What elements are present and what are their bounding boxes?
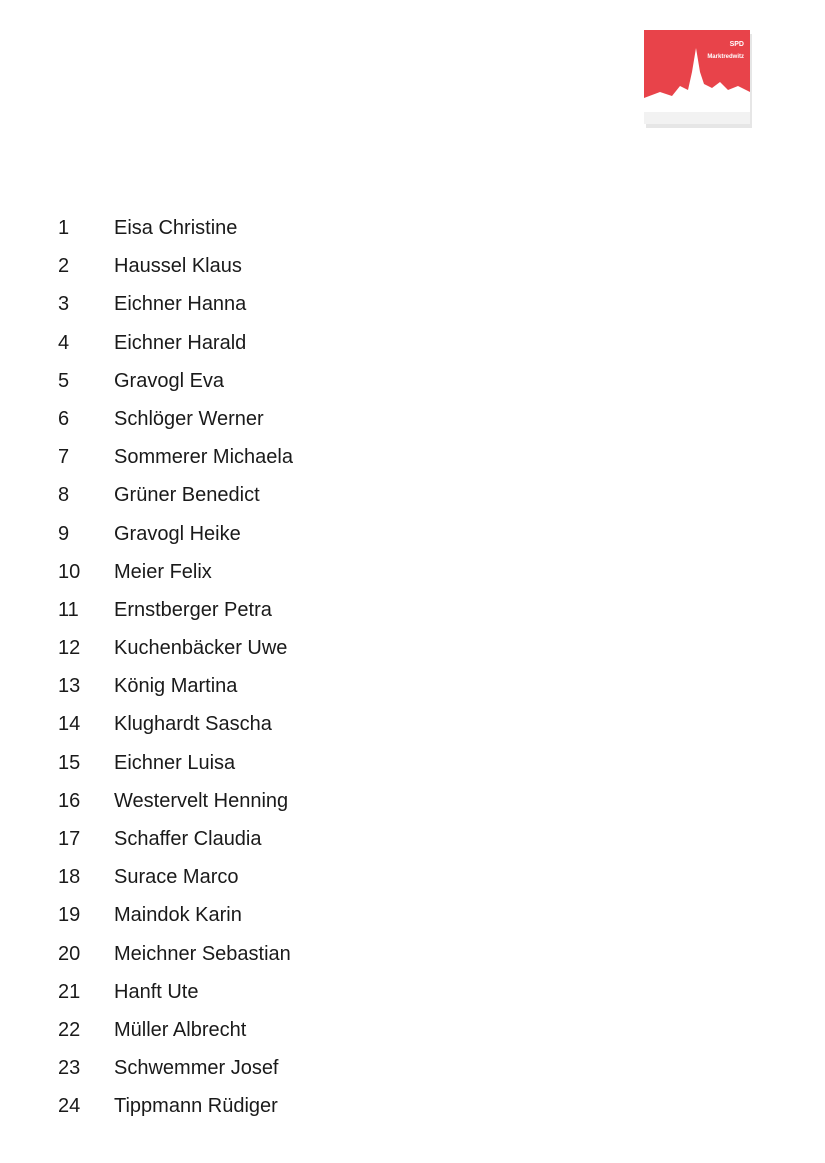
candidate-row bbox=[0, 1087, 825, 1125]
candidate-name: Meichner Sebastian bbox=[114, 942, 291, 965]
candidate-name: Tippmann Rüdiger bbox=[114, 1095, 278, 1118]
candidate-number: 24 bbox=[58, 1095, 81, 1118]
candidate-number: 7 bbox=[58, 446, 70, 469]
candidate-number: 14 bbox=[58, 713, 81, 736]
candidate-name: Gravogl Heike bbox=[114, 522, 241, 545]
candidate-name: Haussel Klaus bbox=[114, 255, 242, 278]
candidate-row bbox=[0, 438, 825, 476]
candidate-row bbox=[0, 1011, 825, 1049]
candidate-row bbox=[0, 553, 825, 591]
candidate-row bbox=[0, 935, 825, 973]
candidate-row bbox=[0, 820, 825, 858]
candidate-number: 18 bbox=[58, 866, 81, 889]
svg-text:SPD: SPD bbox=[729, 41, 744, 48]
candidate-row bbox=[0, 705, 825, 743]
candidate-name: Gravogl Eva bbox=[114, 369, 225, 392]
candidate-name: Schwemmer Josef bbox=[114, 1057, 279, 1080]
candidate-row bbox=[0, 209, 825, 247]
candidate-number: 19 bbox=[58, 904, 81, 927]
candidate-number: 8 bbox=[58, 484, 70, 507]
candidate-row bbox=[0, 285, 825, 323]
candidate-row bbox=[0, 247, 825, 285]
candidate-name: Sommerer Michaela bbox=[114, 446, 293, 469]
candidate-row bbox=[0, 896, 825, 934]
candidate-name: Ernstberger Petra bbox=[114, 598, 272, 621]
candidate-name: Hanft Ute bbox=[114, 980, 199, 1003]
candidate-number: 17 bbox=[58, 828, 81, 850]
candidate-row bbox=[0, 667, 825, 705]
candidate-name: Meier Felix bbox=[114, 560, 212, 583]
candidate-name: Klughardt Sascha bbox=[114, 713, 272, 736]
candidate-name: Maindok Karin bbox=[114, 904, 242, 927]
candidate-name: Kuchenbäcker Uwe bbox=[114, 637, 288, 660]
candidate-name: Eichner Luisa bbox=[114, 751, 236, 774]
svg-text:Marktredwitz: Marktredwitz bbox=[707, 54, 744, 60]
candidate-row bbox=[0, 744, 825, 782]
candidate-number: 6 bbox=[58, 407, 70, 430]
candidate-number: 15 bbox=[58, 751, 81, 774]
candidate-number: 23 bbox=[58, 1057, 81, 1080]
candidate-name: Eichner Harald bbox=[114, 331, 247, 354]
candidate-row bbox=[0, 782, 825, 820]
candidate-number: 2 bbox=[58, 255, 70, 278]
candidate-number: 10 bbox=[58, 560, 81, 583]
candidate-row bbox=[0, 362, 825, 400]
candidate-row bbox=[0, 476, 825, 514]
candidate-row bbox=[0, 515, 825, 553]
candidate-name: Eichner Hanna bbox=[114, 293, 247, 316]
candidate-list bbox=[0, 209, 825, 1126]
candidate-name: Surace Marco bbox=[114, 866, 239, 889]
candidate-number: 9 bbox=[58, 522, 70, 545]
candidate-number: 12 bbox=[58, 637, 81, 660]
candidate-name: Müller Albrecht bbox=[114, 1018, 247, 1041]
candidate-number: 4 bbox=[58, 331, 70, 354]
candidate-number: 22 bbox=[58, 1018, 81, 1041]
candidate-row bbox=[0, 858, 825, 896]
candidate-number: 11 bbox=[58, 598, 79, 621]
candidate-row bbox=[0, 591, 825, 629]
candidate-number: 16 bbox=[58, 789, 81, 812]
candidate-row bbox=[0, 629, 825, 667]
spd-marktredwitz-logo-icon bbox=[642, 28, 754, 128]
candidate-number: 20 bbox=[58, 942, 81, 965]
candidate-row bbox=[0, 973, 825, 1011]
candidate-number: 1 bbox=[58, 217, 70, 239]
candidate-number: 3 bbox=[58, 293, 70, 316]
candidate-name: König Martina bbox=[114, 675, 238, 698]
candidate-name: Schaffer Claudia bbox=[114, 828, 262, 850]
candidate-number: 5 bbox=[58, 369, 70, 392]
candidate-number: 21 bbox=[58, 980, 81, 1003]
candidate-row bbox=[0, 1049, 825, 1087]
candidate-name: Grüner Benedict bbox=[114, 484, 260, 507]
candidate-number: 13 bbox=[58, 675, 81, 698]
candidate-name: Eisa Christine bbox=[114, 217, 238, 239]
candidate-name: Schlöger Werner bbox=[114, 407, 264, 430]
candidate-row bbox=[0, 400, 825, 438]
candidate-name: Westervelt Henning bbox=[114, 789, 289, 812]
candidate-row bbox=[0, 324, 825, 362]
